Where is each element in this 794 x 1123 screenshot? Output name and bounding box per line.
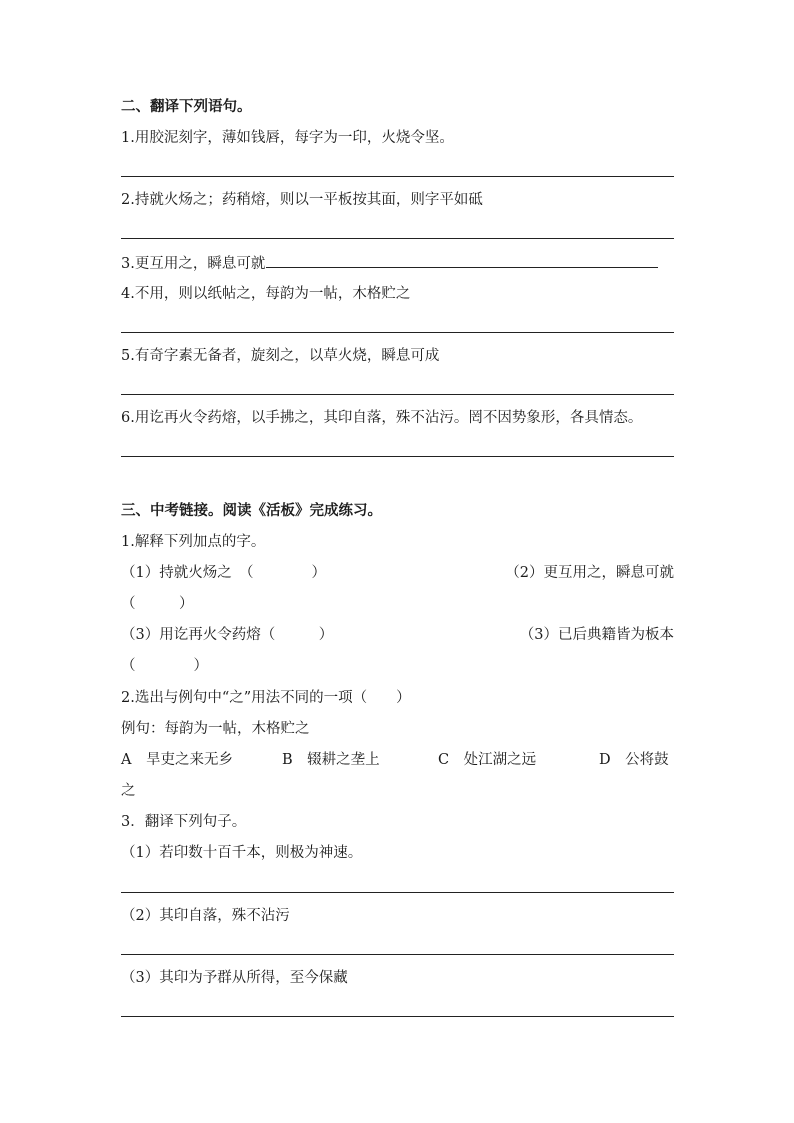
question-2-2: 2.持就火炀之；药稍熔，则以一平板按其面，则字平如砥 — [121, 192, 483, 208]
question-3-2-stem: 2.选出与例句中“之”用法不同的一项（ ） — [121, 690, 411, 706]
question-2-4: 4.不用，则以纸帖之，每韵为一帖，木格贮之 — [121, 286, 411, 302]
question-3-3-b: （2）其印自落，殊不沾污 — [121, 908, 290, 924]
option-c: C 处江湖之远 — [438, 752, 537, 768]
question-2-1: 1.用胶泥刻字，薄如钱唇，每字为一印，火烧令坚。 — [121, 130, 454, 146]
section-3-heading: 三、中考链接。阅读《活板》完成练习。 — [121, 502, 382, 519]
question-3-1-stem: 1.解释下列加点的字。 — [121, 534, 266, 550]
question-2-3-text: 3.更互用之，瞬息可就 — [121, 256, 266, 272]
question-3-1-a: （1）持就火炀之 （ ） — [121, 565, 326, 581]
option-a: A 旱吏之来无乡 — [121, 752, 233, 768]
question-2-5: 5.有奇字素无备者，旋刻之，以草火烧，瞬息可成 — [121, 348, 440, 364]
question-3-1-b: （2）更互用之，瞬息可就 — [505, 565, 674, 581]
answer-line-3-3-b[interactable] — [121, 954, 674, 955]
question-3-1-b-blank: （ ） — [121, 596, 194, 612]
question-3-3-a: （1）若印数十百千本，则极为神速。 — [121, 845, 363, 861]
option-d: D 公将鼓 — [599, 752, 669, 768]
answer-line-2-2[interactable] — [121, 238, 674, 239]
question-3-1-d: （3）已后典籍皆为板本 — [519, 627, 674, 643]
answer-line-3-3-a[interactable] — [121, 892, 674, 893]
option-b: B 辍耕之垄上 — [282, 752, 380, 768]
option-d-continued: 之 — [121, 783, 136, 799]
question-3-1-d-blank: （ ） — [121, 658, 208, 674]
answer-line-2-1[interactable] — [121, 176, 674, 177]
question-3-3-stem: 3．翻译下列句子。 — [121, 814, 247, 830]
question-2-6: 6.用讫再火令药熔，以手拂之，其印自落，殊不沾污。罔不因势象形，各具情态。 — [121, 410, 643, 426]
question-3-3-c: （3）其印为予群从所得，至今保藏 — [121, 970, 348, 986]
answer-line-2-3[interactable] — [266, 253, 658, 268]
answer-line-2-5[interactable] — [121, 394, 674, 395]
question-3-1-c: （3）用讫再火令药熔（ ） — [121, 627, 334, 643]
answer-line-3-3-c[interactable] — [121, 1016, 674, 1017]
answer-line-2-6[interactable] — [121, 456, 674, 457]
section-2-heading: 二、翻译下列语句。 — [121, 98, 252, 115]
question-3-2-example: 例句：每韵为一帖，木格贮之 — [121, 721, 310, 737]
question-2-3 — [121, 253, 658, 274]
answer-line-2-4[interactable] — [121, 332, 674, 333]
